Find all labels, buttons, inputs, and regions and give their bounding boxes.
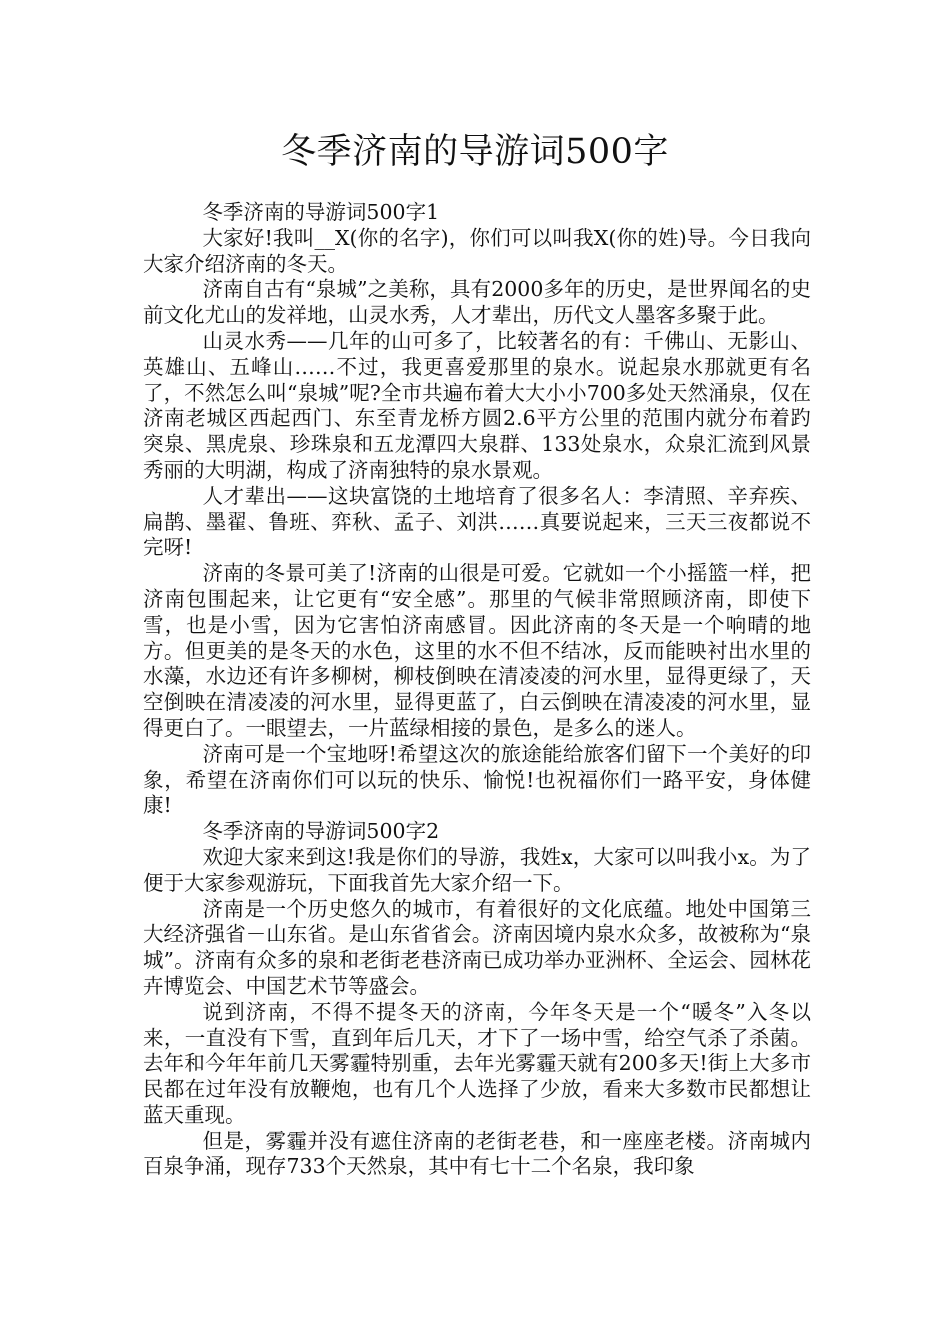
document-title: 冬季济南的导游词500字 [281,132,669,172]
paragraph: 山灵水秀——几年的山可多了，比较著名的有：千佛山、无影山、英雄山、五峰山……不过，我更喜爱那里的泉水。说起泉水那就更有名了，不然怎么叫“泉城”呢?全市共遍布着大大小小700多处天然涌泉，仅在济南老城区西起西门、东至青龙桥方圆2.6平方公里的范围内就分布着趵突泉、黑虎泉、珍珠泉和五龙潭四大泉群、133处泉水，众泉汇流到风景秀丽的大明湖，构成了济南独特的泉水景观。 [143,328,811,482]
paragraph: 欢迎大家来到这!我是你们的导游，我姓x，大家可以叫我小x。为了便于大家参观游玩，下面我首先大家介绍一下。 [143,844,811,895]
paragraph: 但是，雾霾并没有遮住济南的老街老巷，和一座座老楼。济南城内百泉争涌，现存733个天然泉，其中有七十二个名泉，我印象 [143,1128,811,1179]
document-body [143,200,811,1180]
paragraph: 大家好!我叫__X(你的名字)，你们可以叫我X(你的姓)导。今日我向大家介绍济南的冬天。 [143,225,811,276]
paragraph: 人才辈出——这块富饶的土地培育了很多名人：李清照、辛弃疾、扁鹊、墨翟、鲁班、弈秋、孟子、刘洪……真要说起来，三天三夜都说不完呀! [143,483,811,560]
paragraph: 济南可是一个宝地呀!希望这次的旅途能给旅客们留下一个美好的印象，希望在济南你们可以玩的快乐、愉悦!也祝福你们一路平安，身体健康! [143,741,811,818]
paragraph: 冬季济南的导游词500字2 [202,819,440,844]
paragraph: 济南是一个历史悠久的城市，有着很好的文化底蕴。地处中国第三大经济强省－山东省。是山东省省会。济南因境内泉水众多，故被称为“泉城”。济南有众多的泉和老街老巷济南已成功举办亚洲杯、全运会、园林花卉博览会、中国艺术节等盛会。 [143,896,811,998]
paragraph: 济南的冬景可美了!济南的山很是可爱。它就如一个小摇篮一样，把济南包围起来，让它更有“安全感”。那里的气候非常照顾济南，即使下雪，也是小雪，因为它害怕济南感冒。因此济南的冬天是一个响晴的地方。但更美的是冬天的水色，这里的水不但不结冰，反而能映衬出水里的水藻，水边还有许多柳树，柳枝倒映在清凌凌的河水里，显得更绿了，天空倒映在清凌凌的河水里，显得更蓝了，白云倒映在清凌凌的河水里，显得更白了。一眼望去，一片蓝绿相接的景色，是多么的迷人。 [143,561,811,740]
paragraph: 济南自古有“泉城”之美称，具有2000多年的历史，是世界闻名的史前文化尤山的发祥地，山灵水秀，人才辈出，历代文人墨客多聚于此。 [143,277,811,328]
paragraph: 说到济南，不得不提冬天的济南，今年冬天是一个“暖冬”入冬以来，一直没有下雪，直到年后几天，才下了一场中雪，给空气杀了杀菌。去年和今年年前几天雾霾特别重，去年光雾霾天就有200多天!街上大多市民都在过年没有放鞭炮，也有几个人选择了少放，看来大多数市民都想让蓝天重现。 [143,999,811,1127]
paragraph: 冬季济南的导游词500字1 [202,200,440,224]
